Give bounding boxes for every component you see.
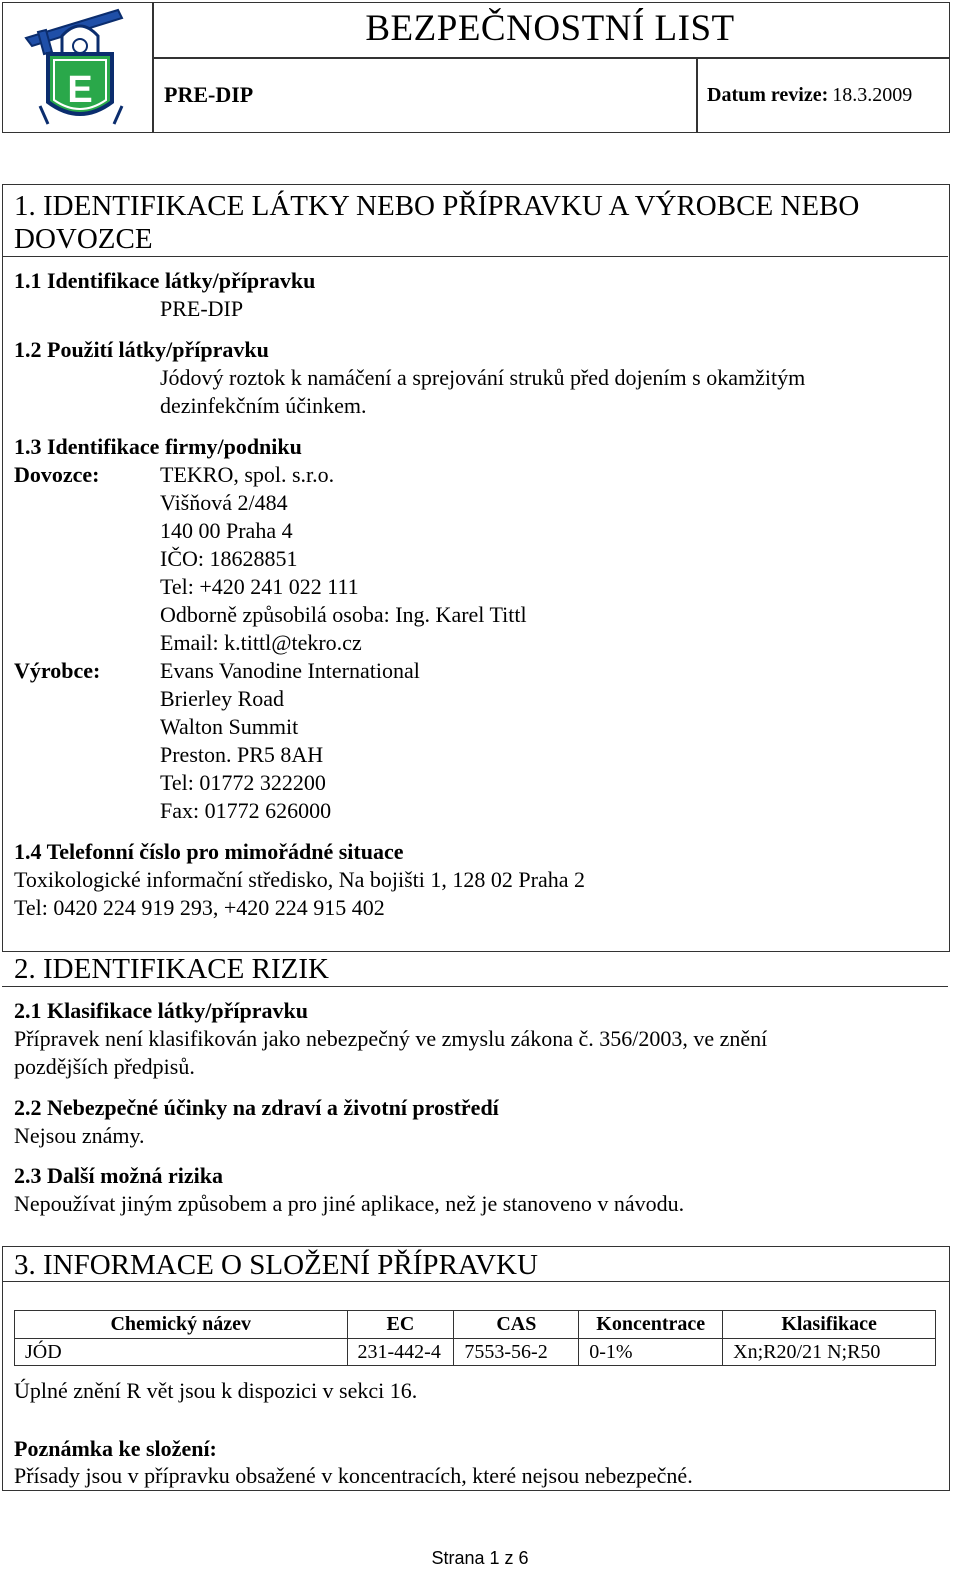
s23-text: Nepoužívat jiným způsobem a pro jiné aplikace, než je stanoveno v návodu. bbox=[14, 1191, 685, 1216]
manufacturer-line: Evans Vanodine International bbox=[160, 658, 420, 683]
company-logo bbox=[18, 6, 136, 128]
importer-line: Višňová 2/484 bbox=[160, 490, 288, 515]
revision-date: 18.3.2009 bbox=[832, 84, 913, 106]
s22-text: Nejsou známy. bbox=[14, 1123, 145, 1148]
table-header-cell: Klasifikace bbox=[723, 1311, 936, 1339]
importer-email[interactable]: Email: k.tittl@tekro.cz bbox=[160, 630, 362, 655]
composition-note-text: Přísady jsou v přípravku obsažené v koncentracích, které nejsou nebezpečné. bbox=[14, 1463, 693, 1488]
table-cell: Xn;R20/21 N;R50 bbox=[723, 1339, 936, 1366]
s12-title: 1.2 Použití látky/přípravku bbox=[14, 337, 269, 362]
table-cell: 7553-56-2 bbox=[454, 1339, 579, 1366]
section3-heading: 3. INFORMACE O SLOŽENÍ PŘÍPRAVKU bbox=[14, 1249, 538, 1281]
s22-title: 2.2 Nebezpečné účinky na zdraví a životní prostředí bbox=[14, 1095, 499, 1120]
section1-heading: 1. IDENTIFIKACE LÁTKY NEBO PŘÍPRAVKU A VÝROBCE NEBO DOVOZCE bbox=[14, 190, 860, 255]
revision-label: Datum revize: bbox=[707, 84, 829, 106]
logo-letter: E bbox=[67, 69, 93, 111]
manufacturer-line: Walton Summit bbox=[160, 714, 299, 739]
s23-title: 2.3 Další možná rizika bbox=[14, 1163, 223, 1188]
s11-title: 1.1 Identifikace látky/přípravku bbox=[14, 268, 316, 293]
table-cell: 0-1% bbox=[579, 1339, 723, 1366]
table-header-row bbox=[15, 1311, 936, 1339]
s11-value: PRE-DIP bbox=[160, 296, 244, 321]
section1-heading-rule bbox=[2, 256, 948, 257]
composition-note-title: Poznámka ke složení: bbox=[14, 1436, 217, 1461]
manufacturer-label: Výrobce: bbox=[14, 658, 101, 683]
section2-heading: 2. IDENTIFIKACE RIZIK bbox=[14, 953, 329, 985]
revision-date-block bbox=[707, 84, 912, 107]
section2-heading-rule bbox=[2, 986, 948, 987]
s14-title: 1.4 Telefonní číslo pro mimořádné situace bbox=[14, 839, 404, 864]
manufacturer-line: Brierley Road bbox=[160, 686, 285, 711]
section1-box bbox=[2, 184, 950, 952]
s14-text-line1: Toxikologické informační středisko, Na bojišti 1, 128 02 Praha 2 bbox=[14, 867, 585, 892]
document-title: BEZPEČNOSTNÍ LIST bbox=[365, 8, 735, 49]
table-row bbox=[15, 1339, 936, 1366]
manufacturer-line: Preston. PR5 8AH bbox=[160, 742, 324, 767]
s12-text-line1: Jódový roztok k namáčení a sprejování struků před dojením s okamžitým bbox=[160, 365, 806, 390]
s21-text-line1: Přípravek není klasifikován jako nebezpečný ve zmyslu zákona č. 356/2003, ve znění bbox=[14, 1026, 768, 1051]
page-number: Strana 1 z 6 bbox=[431, 1548, 529, 1568]
importer-line: Odborně způsobilá osoba: Ing. Karel Tittl bbox=[160, 602, 527, 627]
table-header-cell: Chemický název bbox=[15, 1311, 348, 1339]
importer-line: 140 00 Praha 4 bbox=[160, 518, 293, 543]
manufacturer-line: Tel: 01772 322200 bbox=[160, 770, 326, 795]
s14-text-line2: Tel: 0420 224 919 293, +420 224 915 402 bbox=[14, 895, 385, 920]
importer-line: IČO: 18628851 bbox=[160, 546, 298, 571]
table-header-cell: Koncentrace bbox=[579, 1311, 723, 1339]
header-product-name: PRE-DIP bbox=[164, 82, 254, 107]
importer-line: TEKRO, spol. s.r.o. bbox=[160, 462, 335, 487]
s13-title: 1.3 Identifikace firmy/podniku bbox=[14, 434, 302, 459]
s21-title: 2.1 Klasifikace látky/přípravku bbox=[14, 998, 308, 1023]
manufacturer-line: Fax: 01772 626000 bbox=[160, 798, 332, 823]
r-phrases-note: Úplné znění R vět jsou k dispozici v sekci 16. bbox=[14, 1378, 418, 1403]
s21-text-line2: pozdějších předpisů. bbox=[14, 1054, 195, 1079]
table-cell: 231-442-4 bbox=[347, 1339, 454, 1366]
s12-text-line2: dezinfekčním účinkem. bbox=[160, 393, 367, 418]
table-cell: JÓD bbox=[15, 1339, 348, 1366]
importer-label: Dovozce: bbox=[14, 462, 100, 487]
table-header-cell: CAS bbox=[454, 1311, 579, 1339]
importer-line: Tel: +420 241 022 111 bbox=[160, 574, 359, 599]
composition-table bbox=[14, 1310, 936, 1366]
table-header-cell: EC bbox=[347, 1311, 454, 1339]
